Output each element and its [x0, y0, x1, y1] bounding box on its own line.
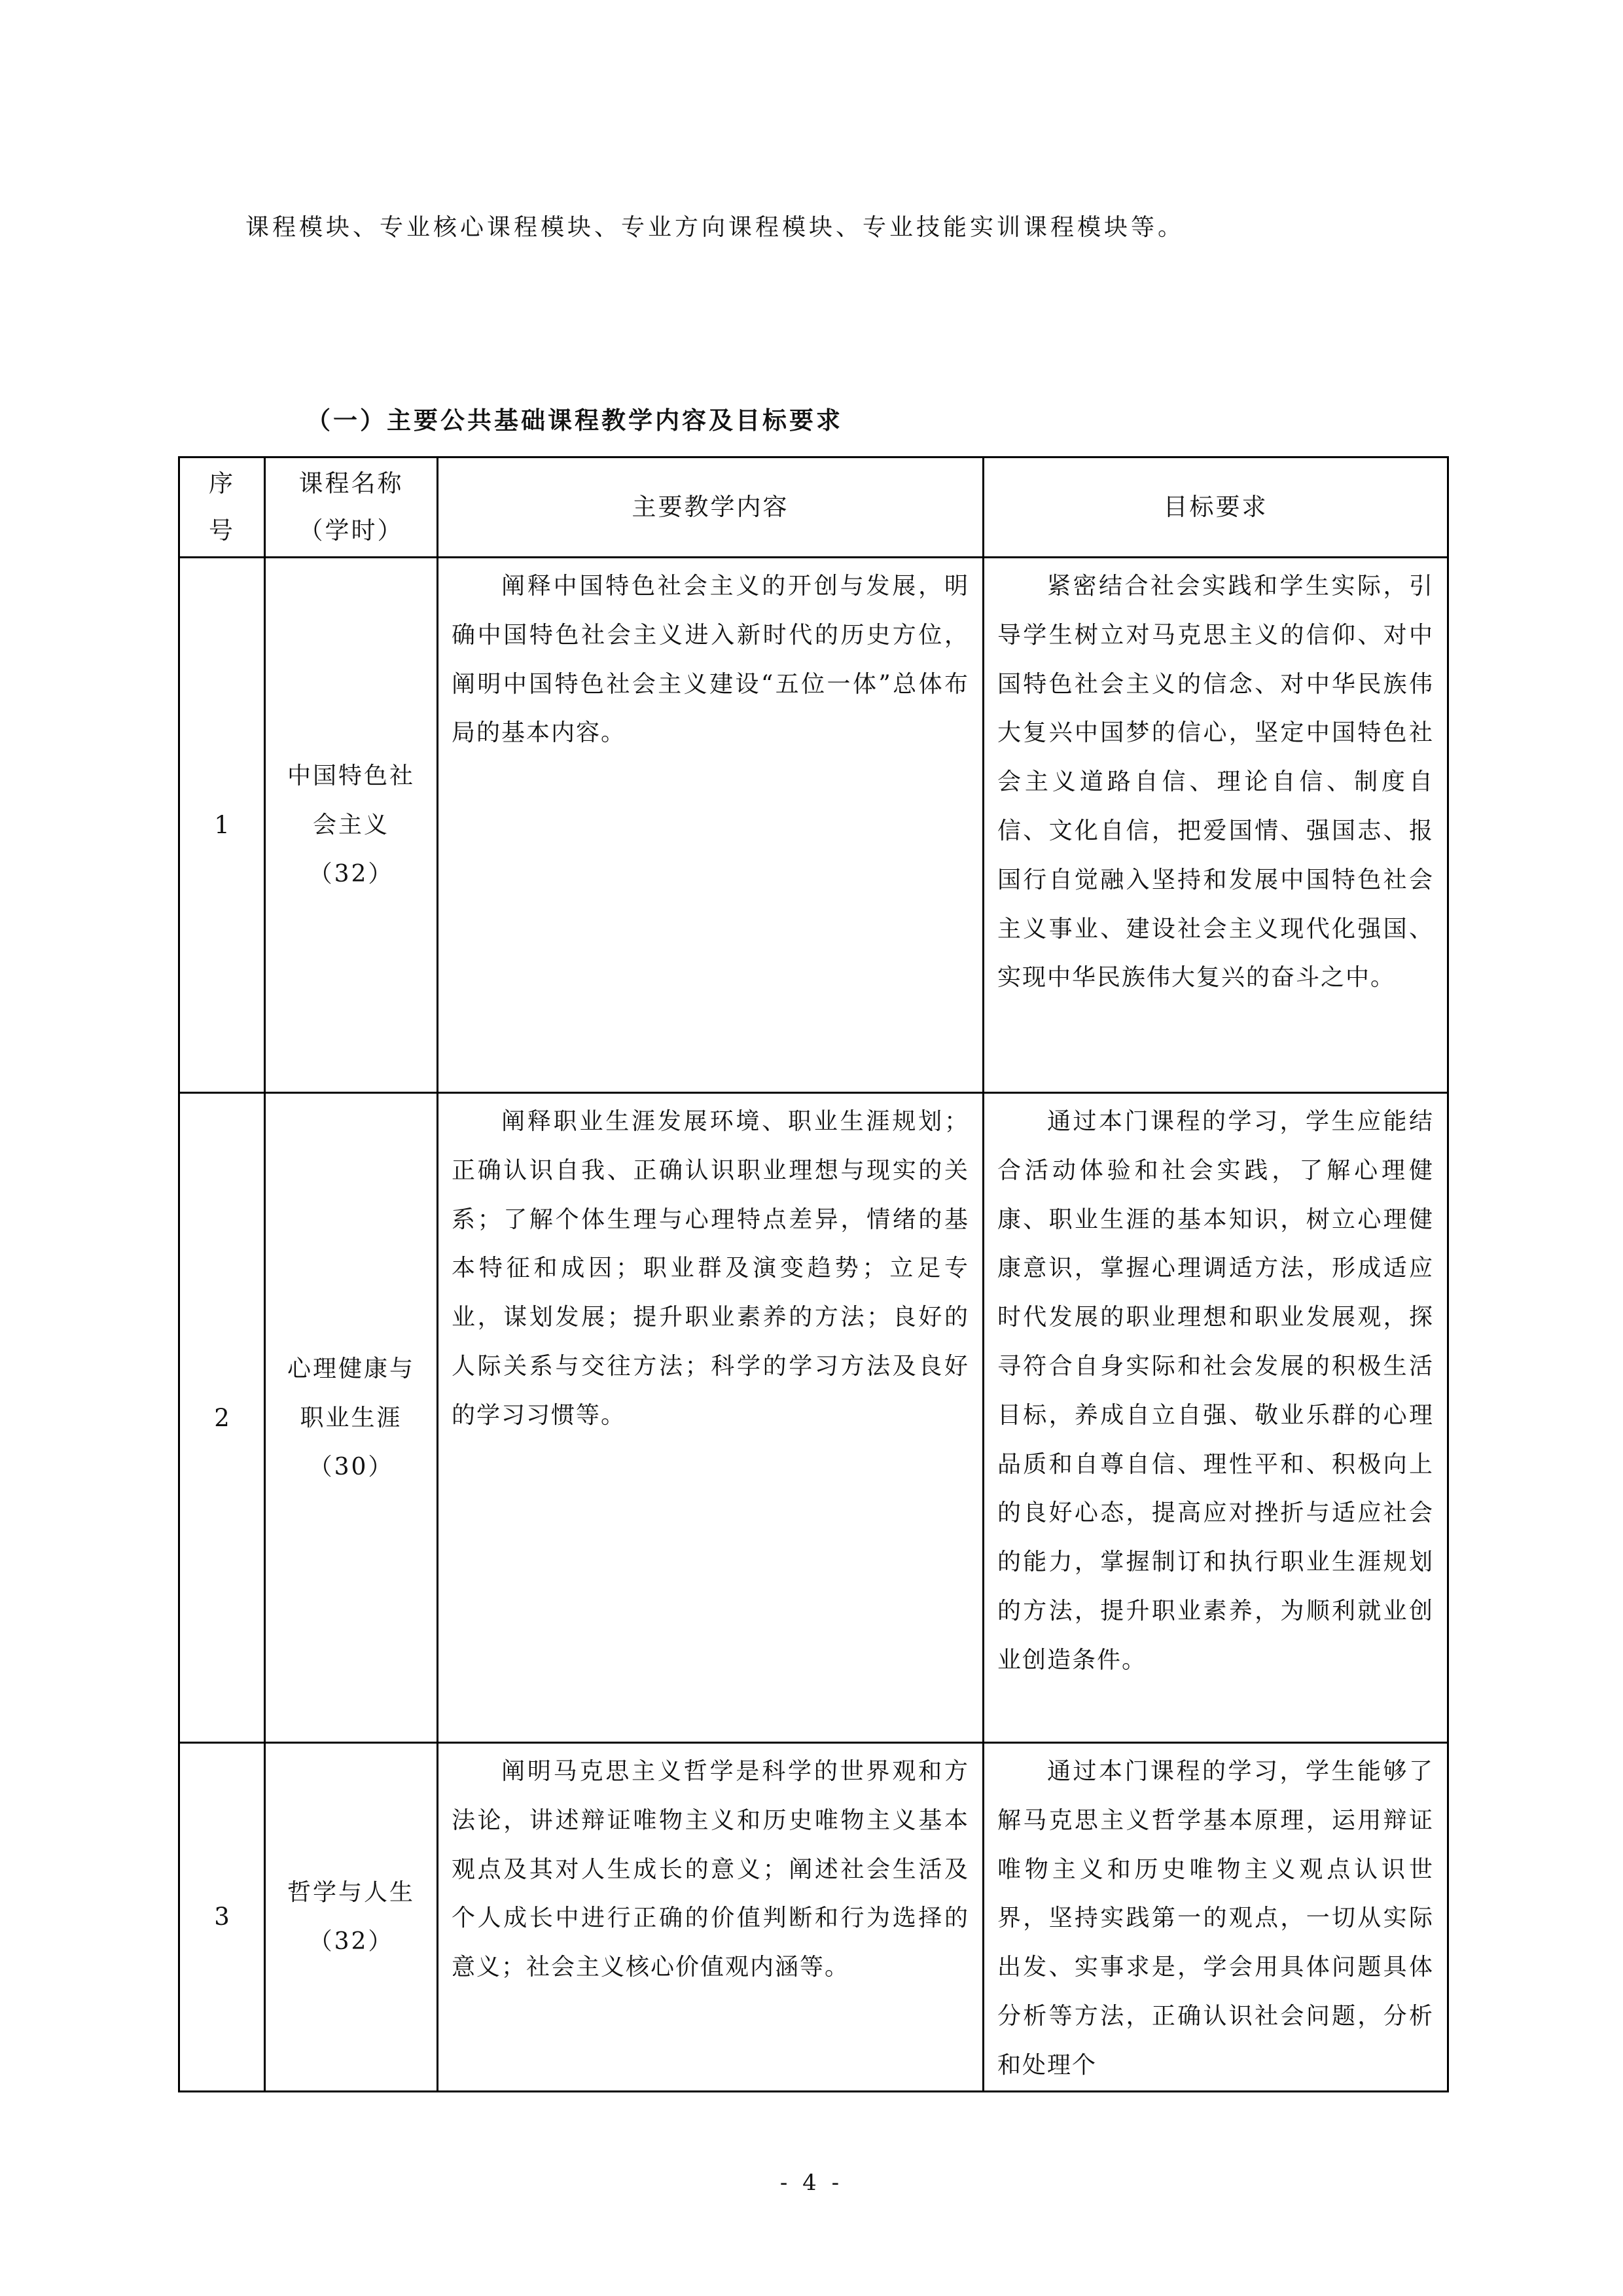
course-content: [438, 558, 984, 1093]
course-content-text: 阐释职业生涯发展环境、职业生涯规划；正确认识自我、正确认识职业理想与现实的关系；了解个体生理与心理特点差异，情绪的基本特征和成因；职业群及演变趋势；立足专业，谋划发展；提升职业素养的方法；良好的人际关系与交往方法；科学的学习方法及良好的学习习惯等。: [452, 1108, 969, 1429]
header-content: 主要教学内容: [438, 457, 984, 558]
course-name: [265, 1093, 438, 1743]
header-goal: 目标要求: [984, 457, 1448, 558]
course-hours: （30）: [308, 1453, 394, 1480]
header-course-name-line1: 课程名称: [298, 469, 404, 497]
course-goal: [984, 558, 1448, 1093]
intro-paragraph: 课程模块、专业核心课程模块、专业方向课程模块、专业技能实训课程模块等。: [245, 214, 1185, 241]
section-title: （一）主要公共基础课程教学内容及目标要求: [306, 406, 843, 435]
course-goal: [984, 1093, 1448, 1743]
course-name-line: 会主义: [312, 812, 389, 838]
course-hours: （32）: [308, 1928, 394, 1955]
table-row: [179, 558, 1448, 1093]
course-goal: [984, 1743, 1448, 2092]
course-name: [265, 558, 438, 1093]
course-name-line: 职业生涯: [300, 1404, 402, 1431]
row-number: 3: [179, 1743, 265, 2092]
course-table: [178, 456, 1449, 2092]
course-content: [438, 1093, 984, 1743]
row-number: 2: [179, 1093, 265, 1743]
course-hours: （32）: [308, 861, 394, 888]
header-number-line1: 序: [209, 469, 235, 497]
table-header-row: [179, 457, 1448, 558]
header-course-name: [265, 457, 438, 558]
course-content: [438, 1743, 984, 2092]
course-name-line: 哲学与人生: [287, 1878, 415, 1906]
course-goal-text: 通过本门课程的学习，学生能够了解马克思主义哲学基本原理，运用辩证唯物主义和历史唯物主义观点认识世界，坚持实践第一的观点，一切从实际出发、实事求是，学会用具体问题具体分析等方法，正确认识社会问题，分析和处理个: [997, 1758, 1434, 2079]
table-row: [179, 1093, 1448, 1743]
course-content-text: 阐释中国特色社会主义的开创与发展，明确中国特色社会主义进入新时代的历史方位， 阐明中国特色社会主义建设“五位一体”总体布局的基本内容。: [452, 573, 969, 747]
course-content-text: 阐明马克思主义哲学是科学的世界观和方法论，讲述辩证唯物主义和历史唯物主义基本观点及其对人生成长的意义；阐述社会生活及个人成长中进行正确的价值判断和行为选择的意义；社会主义核心价值观内涵等。: [452, 1758, 969, 1981]
course-goal-text: 紧密结合社会实践和学生实际，引导学生树立对马克思主义的信仰、对中国特色社会主义的信念、对中华民族伟大复兴中国梦的信心，坚定中国特色社会主义道路自信、理论自信、制度自信、文化自信，把爱国情、强国志、报国行自觉融入坚持和发展中国特色社会主义事业、建设社会主义现代化强国、实现中华民族伟大复兴的奋斗之中。: [997, 573, 1434, 992]
header-number-line2: 号: [209, 516, 235, 545]
header-course-name-line2: （学时）: [298, 516, 404, 545]
page-number: - 4 -: [779, 2170, 844, 2196]
row-number: 1: [179, 558, 265, 1093]
course-name-line: 心理健康与: [287, 1355, 415, 1382]
course-name-line: 中国特色社: [287, 762, 415, 789]
table-row: [179, 1743, 1448, 2092]
course-name: [265, 1743, 438, 2092]
header-number: [179, 457, 265, 558]
course-goal-text: 通过本门课程的学习，学生应能结合活动体验和社会实践，了解心理健康、职业生涯的基本知识，树立心理健康意识，掌握心理调适方法，形成适应时代发展的职业理想和职业发展观，探寻符合自身实际和社会发展的积极生活目标，养成自立自强、敬业乐群的心理品质和自尊自信、理性平和、积极向上的良好心态，提高应对挫折与适应社会的能力，掌握制订和执行职业生涯规划的方法，提升职业素养，为顺利就业创业创造条件。: [997, 1108, 1434, 1674]
